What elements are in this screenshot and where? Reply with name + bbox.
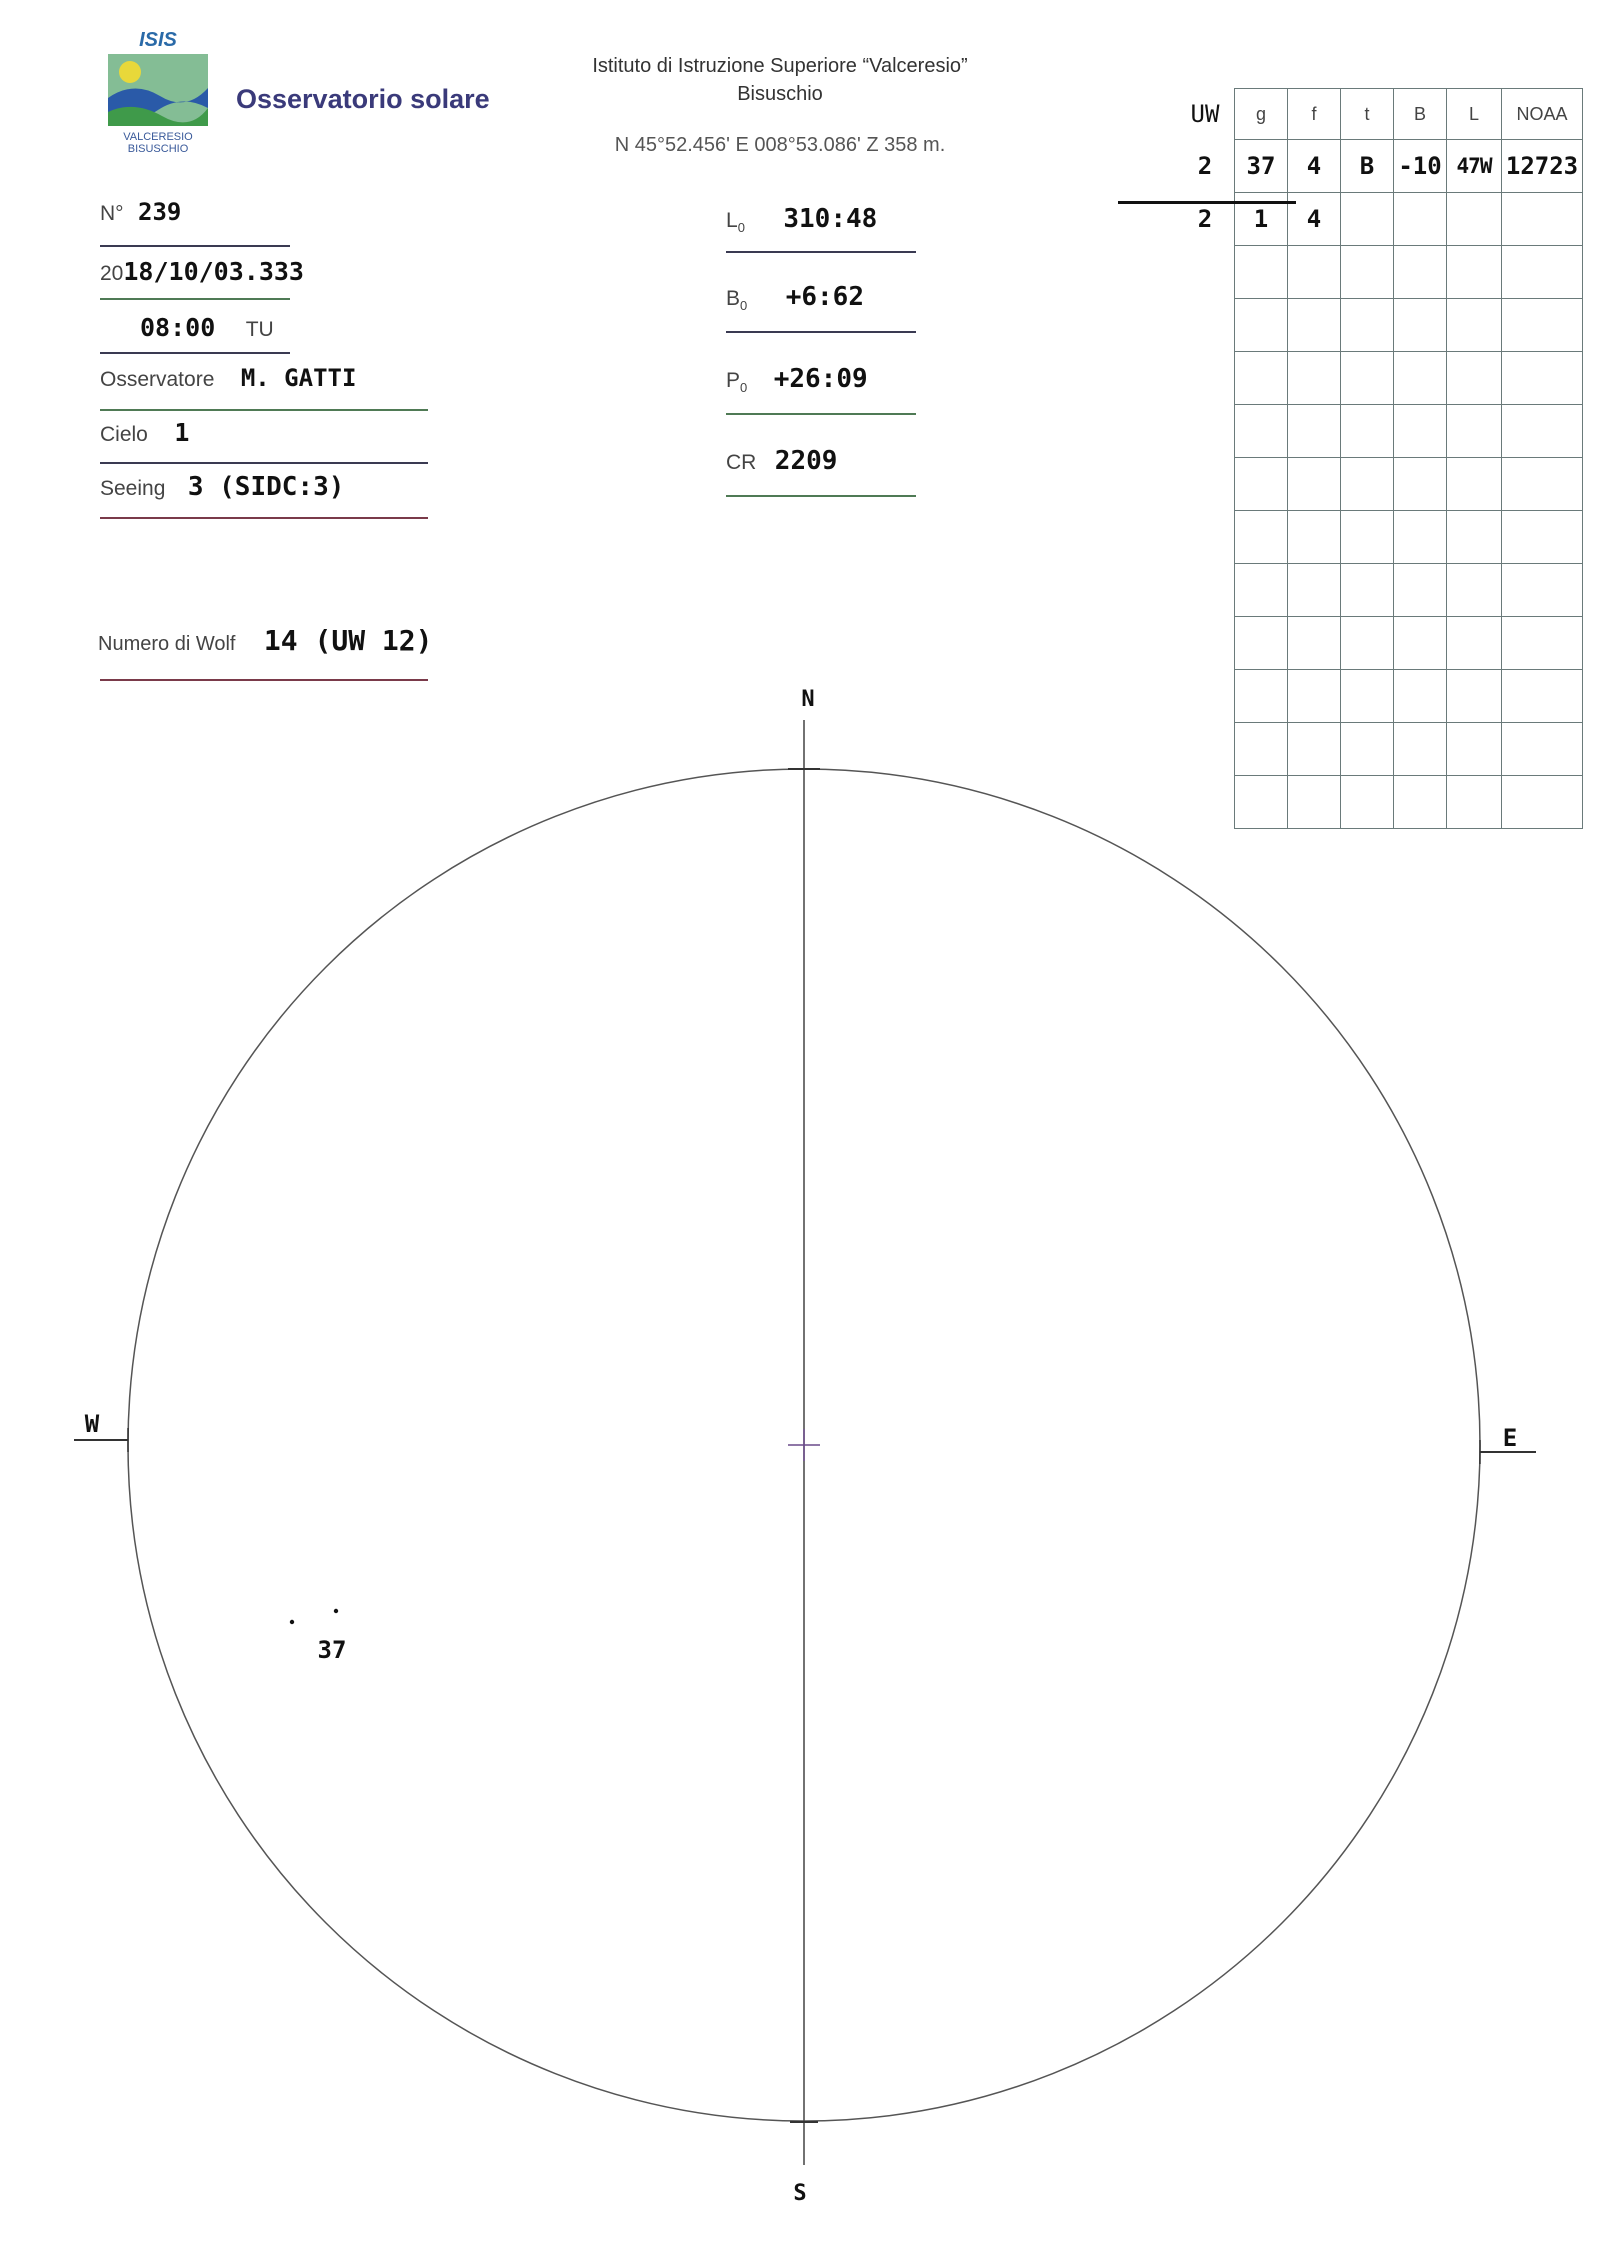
cr-label: CR: [726, 451, 757, 474]
header-f: f: [1288, 89, 1341, 140]
number-value: 239: [138, 198, 182, 226]
date-prefix: 20: [100, 262, 124, 285]
logo-bottom-line2: BISUSCHIO: [127, 143, 189, 155]
sunspot: [290, 1620, 294, 1624]
west-label: W: [84, 1410, 100, 1438]
seeing-label: Seeing: [100, 477, 166, 500]
north-label: N: [801, 687, 815, 712]
time-value: 08:00: [140, 313, 216, 342]
header-t: t: [1341, 89, 1394, 140]
cell-f: 4: [1288, 140, 1341, 193]
east-label: E: [1502, 1424, 1518, 1452]
south-label: S: [793, 2181, 807, 2206]
institute-name: Istituto di Istruzione Superiore “Valceresio”: [592, 55, 968, 77]
l0-value: 310:48: [783, 204, 878, 234]
cell-t: B: [1341, 140, 1394, 193]
observer-label: Osservatore: [100, 368, 215, 391]
observatory-title: Osservatorio solare: [236, 84, 490, 114]
station-coordinates: N 45°52.456' E 008°53.086' Z 358 m.: [614, 134, 946, 156]
logo-bottom-line1: VALCERESIO: [123, 131, 193, 143]
header-noaa: NOAA: [1502, 89, 1583, 140]
seeing-value: 3 (SIDC:3): [187, 472, 345, 502]
sunspot: [334, 1609, 338, 1613]
date-value: 18/10/03.333: [123, 257, 304, 286]
cell-f: 4: [1288, 193, 1341, 246]
header-uw: UW: [1190, 100, 1220, 128]
cr-value: 2209: [774, 446, 838, 476]
p0-value: +26:09: [773, 364, 868, 394]
l0-label: $L_0$: [726, 209, 745, 236]
sky-label: Cielo: [100, 423, 148, 446]
cell-g: 1: [1235, 193, 1288, 246]
wolf-value: 14 (UW 12): [263, 624, 433, 657]
number-label: N°: [100, 202, 124, 225]
time-unit: TU: [245, 318, 274, 341]
sunspot-group-label: 37: [317, 1636, 347, 1664]
b0-value: +6:62: [785, 282, 864, 312]
cell-uw: 2: [1197, 152, 1213, 180]
institute-location: Bisuschio: [737, 83, 823, 105]
cell-uw: 2: [1197, 205, 1213, 233]
cell-l: 47W: [1447, 140, 1502, 193]
header-l: L: [1447, 89, 1502, 140]
header-b: B: [1394, 89, 1447, 140]
cell-b: -10: [1394, 140, 1447, 193]
b0-label: $B_0$: [726, 287, 748, 314]
sky-value: 1: [174, 418, 190, 447]
observer-value: M. GATTI: [240, 364, 357, 392]
header-g: g: [1235, 89, 1288, 140]
wolf-label: Numero di Wolf: [98, 633, 236, 655]
p0-label: $P_0$: [726, 369, 748, 396]
cell-g: 37: [1235, 140, 1288, 193]
cell-noaa: 12723: [1502, 140, 1583, 193]
logo-top-text: ISIS: [139, 29, 177, 51]
